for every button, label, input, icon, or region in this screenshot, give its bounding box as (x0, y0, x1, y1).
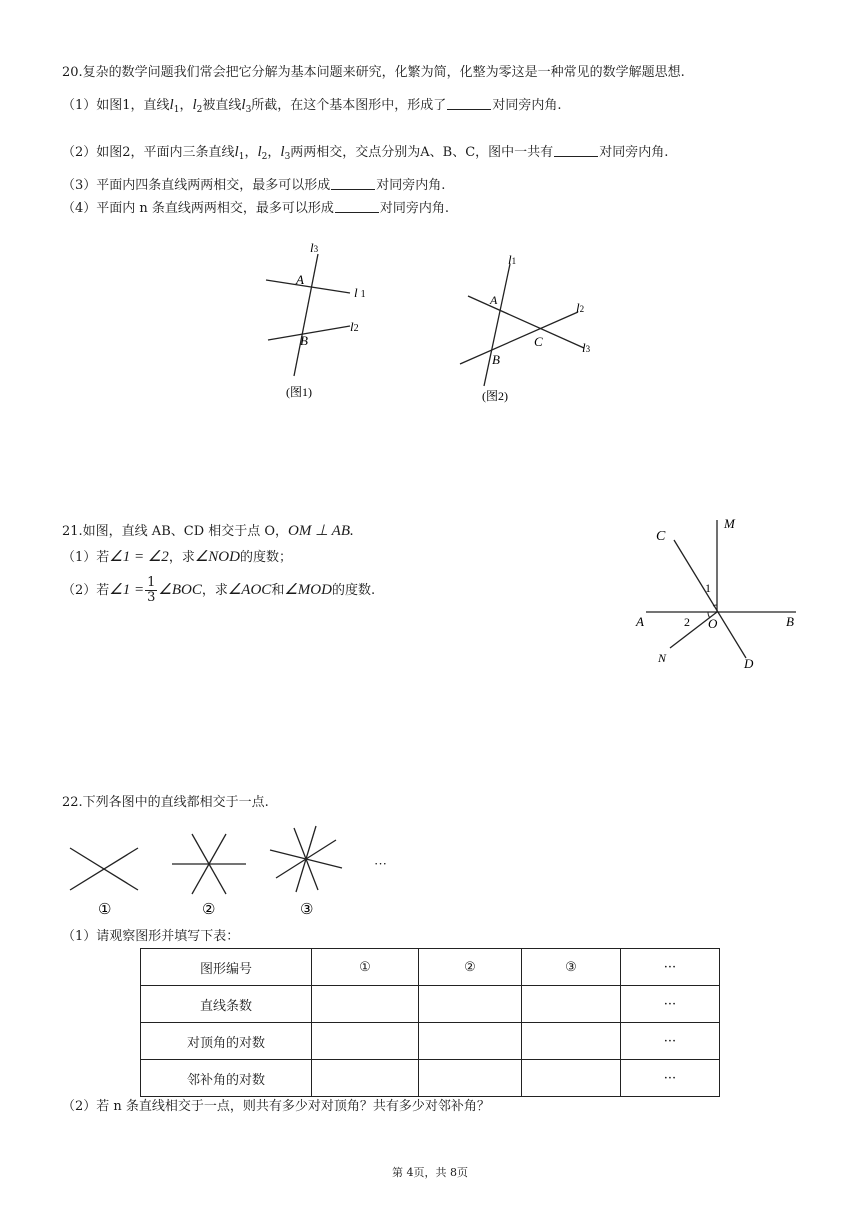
q21-stem: 21.如图，直线 AB、CD 相交于点 O，OM ⊥ AB. (62, 523, 354, 539)
figure-3-label: ③ (300, 902, 314, 918)
answer-cell[interactable] (522, 986, 621, 1023)
figure-two-lines (70, 848, 138, 890)
q20-part2: （2）如图2，平面内三条直线$l_1$，$l_2$，$l_3$两两相交，交点分别为A、B、C，图中一共有 对同旁内角. (62, 144, 669, 162)
answer-cell[interactable] (522, 1060, 621, 1097)
q20-stem: 20.复杂的数学问题我们常会把它分解为基本问题来研究，化繁为简，化整为零这是一种常见的数学解题思想. (62, 65, 685, 80)
table-row (141, 949, 720, 986)
l3-label: l3 (310, 240, 319, 255)
table-header-cell: ··· (621, 949, 720, 986)
q20-figure-2 (452, 250, 622, 410)
q22-part1: （1）请观察图形并填写下表： (62, 929, 240, 944)
table-row (141, 986, 720, 1023)
table-row-label: 直线条数 (141, 986, 312, 1023)
q20-figure-1 (258, 236, 378, 406)
table-header-cell: ③ (522, 949, 621, 986)
figure-three-lines (172, 834, 246, 894)
point-b-label: B (492, 352, 500, 367)
answer-cell[interactable] (419, 1060, 522, 1097)
table-header-cell: ① (312, 949, 419, 986)
q20-part3: （3）平面内四条直线两两相交，最多可以形成 对同旁内角. (62, 178, 446, 193)
q22-figures (60, 822, 420, 918)
l2-label: l2 (576, 300, 585, 315)
angle-1-label: 1 (705, 581, 711, 595)
point-a-label: A (296, 272, 304, 287)
table-header-cell: 图形编号 (141, 949, 312, 986)
l1-label: l 1 (354, 285, 366, 300)
point-a-label: A (636, 614, 644, 629)
l2-label: l2 (350, 319, 359, 334)
answer-blank[interactable] (335, 200, 379, 213)
answer-cell[interactable] (419, 986, 522, 1023)
table-row-label: 对顶角的对数 (141, 1023, 312, 1060)
table-header-cell: ② (419, 949, 522, 986)
table-cell: ··· (621, 986, 720, 1023)
page-footer: 第 4页，共 8页 (392, 1166, 468, 1179)
point-m-label: M (724, 516, 735, 531)
table-row (141, 1023, 720, 1060)
q21-part2: （2）若∠1 = $\frac{1}{3}$ ∠BOC，求∠AOC和∠MOD的度数. (62, 575, 376, 605)
answer-cell[interactable] (312, 1023, 419, 1060)
q20-part1: （1）如图1，直线$l_1$，$l_2$被直线$l_3$所截，在这个基本图形中，形成了 对同旁内角. (62, 97, 562, 115)
table-cell: ··· (621, 1060, 720, 1097)
answer-cell[interactable] (312, 1060, 419, 1097)
figure-four-lines (270, 826, 342, 892)
point-b-label: B (300, 333, 308, 348)
answer-cell[interactable] (522, 1023, 621, 1060)
fraction-one-third: $\frac{1}{3}$ (147, 575, 156, 605)
table-cell: ··· (621, 1023, 720, 1060)
point-d-label: D (744, 656, 754, 671)
figure-ellipsis: ··· (374, 856, 387, 871)
point-b-label: B (786, 614, 794, 629)
point-n-label: N (658, 651, 667, 665)
answer-blank[interactable] (554, 144, 598, 157)
figure-2-label: ② (202, 902, 216, 918)
answer-cell[interactable] (419, 1023, 522, 1060)
l1-label: l1 (508, 252, 517, 267)
point-c-label: C (656, 529, 666, 544)
figure-1-caption: (图1) (286, 385, 312, 399)
q22-part2: （2）若 n 条直线相交于一点，则共有多少对对顶角？共有多少对邻补角？ (62, 1099, 490, 1114)
table-row (141, 1060, 720, 1097)
point-c-label: C (534, 334, 543, 349)
angle-2-label: 2 (684, 615, 690, 629)
q20-part4: （4）平面内 n 条直线两两相交，最多可以形成 对同旁内角. (62, 201, 450, 216)
q22-stem: 22.下列各图中的直线都相交于一点. (62, 795, 269, 810)
figure-1-label: ① (98, 902, 112, 918)
answer-cell[interactable] (312, 986, 419, 1023)
q21-part1: （1）若∠1 = ∠2，求∠NOD的度数； (62, 549, 292, 565)
point-o-label: O (708, 616, 718, 631)
l3-label: l3 (582, 340, 591, 355)
table-row-label: 邻补角的对数 (141, 1060, 312, 1097)
answer-blank[interactable] (331, 177, 375, 190)
answer-blank[interactable] (447, 97, 491, 110)
figure-2-caption: (图2) (482, 389, 508, 403)
q21-figure (632, 510, 808, 680)
q22-table (140, 948, 720, 1097)
point-a-label: A (490, 293, 498, 307)
